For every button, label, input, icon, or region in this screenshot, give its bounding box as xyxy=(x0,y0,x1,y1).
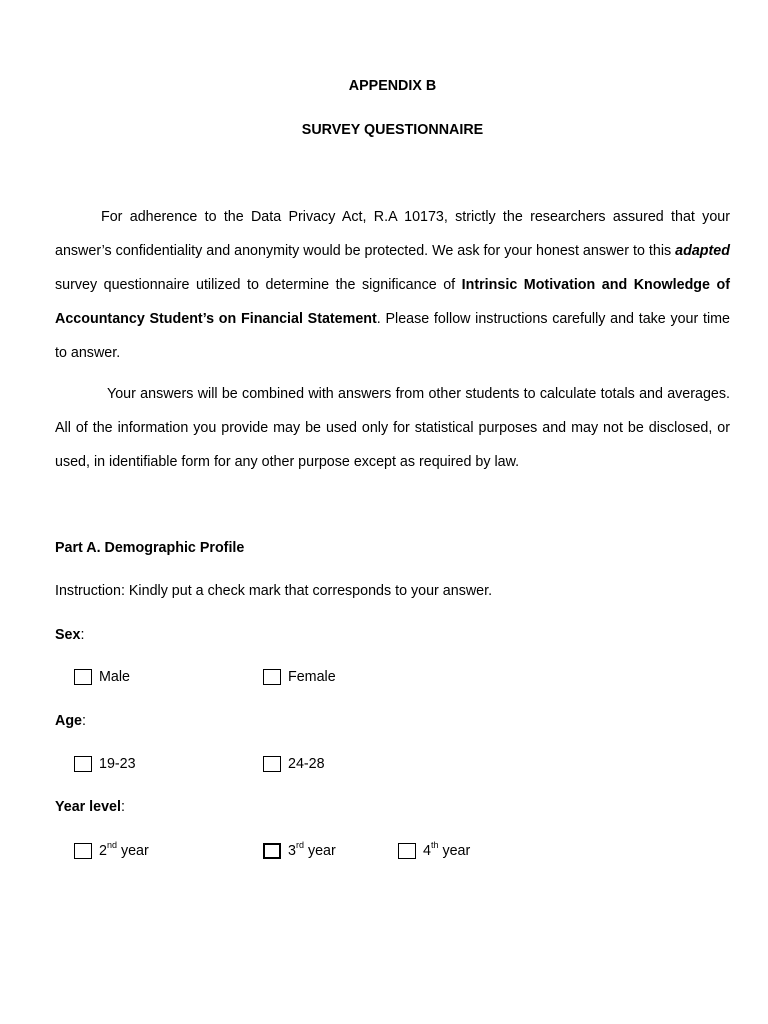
checkbox-female[interactable] xyxy=(263,669,281,685)
sex-label-text: Sex xyxy=(55,627,81,643)
age-label: Age: xyxy=(55,713,86,729)
option-label: Male xyxy=(99,669,130,685)
option-label: 19-23 xyxy=(99,756,136,772)
year-option-3rd[interactable] xyxy=(263,840,336,859)
year-level-label-text: Year level xyxy=(55,799,121,815)
appendix-title: APPENDIX B xyxy=(348,78,437,94)
intro-text-1: For adherence to the Data Privacy Act, R.A 10173, strictly the researchers assured that your answer’s confidentiality and anonymity would be protected. We ask for your honest answer to this xyxy=(55,209,730,259)
year-level-label: Year level: xyxy=(55,799,125,815)
sex-option-female[interactable] xyxy=(263,669,336,685)
checkbox-2nd-year[interactable] xyxy=(74,843,92,859)
age-option-19-23[interactable] xyxy=(74,756,136,772)
intro-text-2: survey questionnaire utilized to determine the significance of xyxy=(55,277,462,293)
option-label: 24-28 xyxy=(288,756,325,772)
option-label: 4th year xyxy=(423,840,471,859)
checkbox-male[interactable] xyxy=(74,669,92,685)
checkbox-4th-year[interactable] xyxy=(398,843,416,859)
sex-label: Sex: xyxy=(55,627,85,643)
intro-paragraph xyxy=(55,200,730,370)
sex-option-male[interactable] xyxy=(74,669,130,685)
intro-topic: Intrinsic Motivation and Knowledge of Accountancy Student’s on Financial Statement xyxy=(55,277,731,327)
checkbox-age-19-23[interactable] xyxy=(74,756,92,772)
part-a-title: Part A. Demographic Profile xyxy=(55,540,245,556)
second-paragraph xyxy=(55,377,730,479)
option-label: Female xyxy=(288,669,336,685)
option-label: 3rd year xyxy=(288,840,336,859)
second-paragraph-text: Your answers will be combined with answers from other students to calculate totals and averages. All of the information you provide may be used only for statistical purposes and may not be disclosed, or used, in identifiable form for any other purpose except as required by law. xyxy=(55,386,730,470)
age-option-24-28[interactable] xyxy=(263,756,325,772)
option-label: 2nd year xyxy=(99,840,149,859)
checkbox-3rd-year[interactable] xyxy=(263,843,281,859)
survey-title: SURVEY QUESTIONNAIRE xyxy=(301,122,484,138)
year-option-2nd[interactable] xyxy=(74,840,149,859)
age-label-text: Age xyxy=(55,713,83,729)
intro-emphasis: adapted xyxy=(675,243,730,259)
year-option-4th[interactable] xyxy=(398,840,471,859)
checkbox-age-24-28[interactable] xyxy=(263,756,281,772)
intro-text-3: . Please follow instructions carefully and take your time to answer. xyxy=(55,311,730,361)
instruction-text: Instruction: Kindly put a check mark that corresponds to your answer. xyxy=(55,583,493,599)
